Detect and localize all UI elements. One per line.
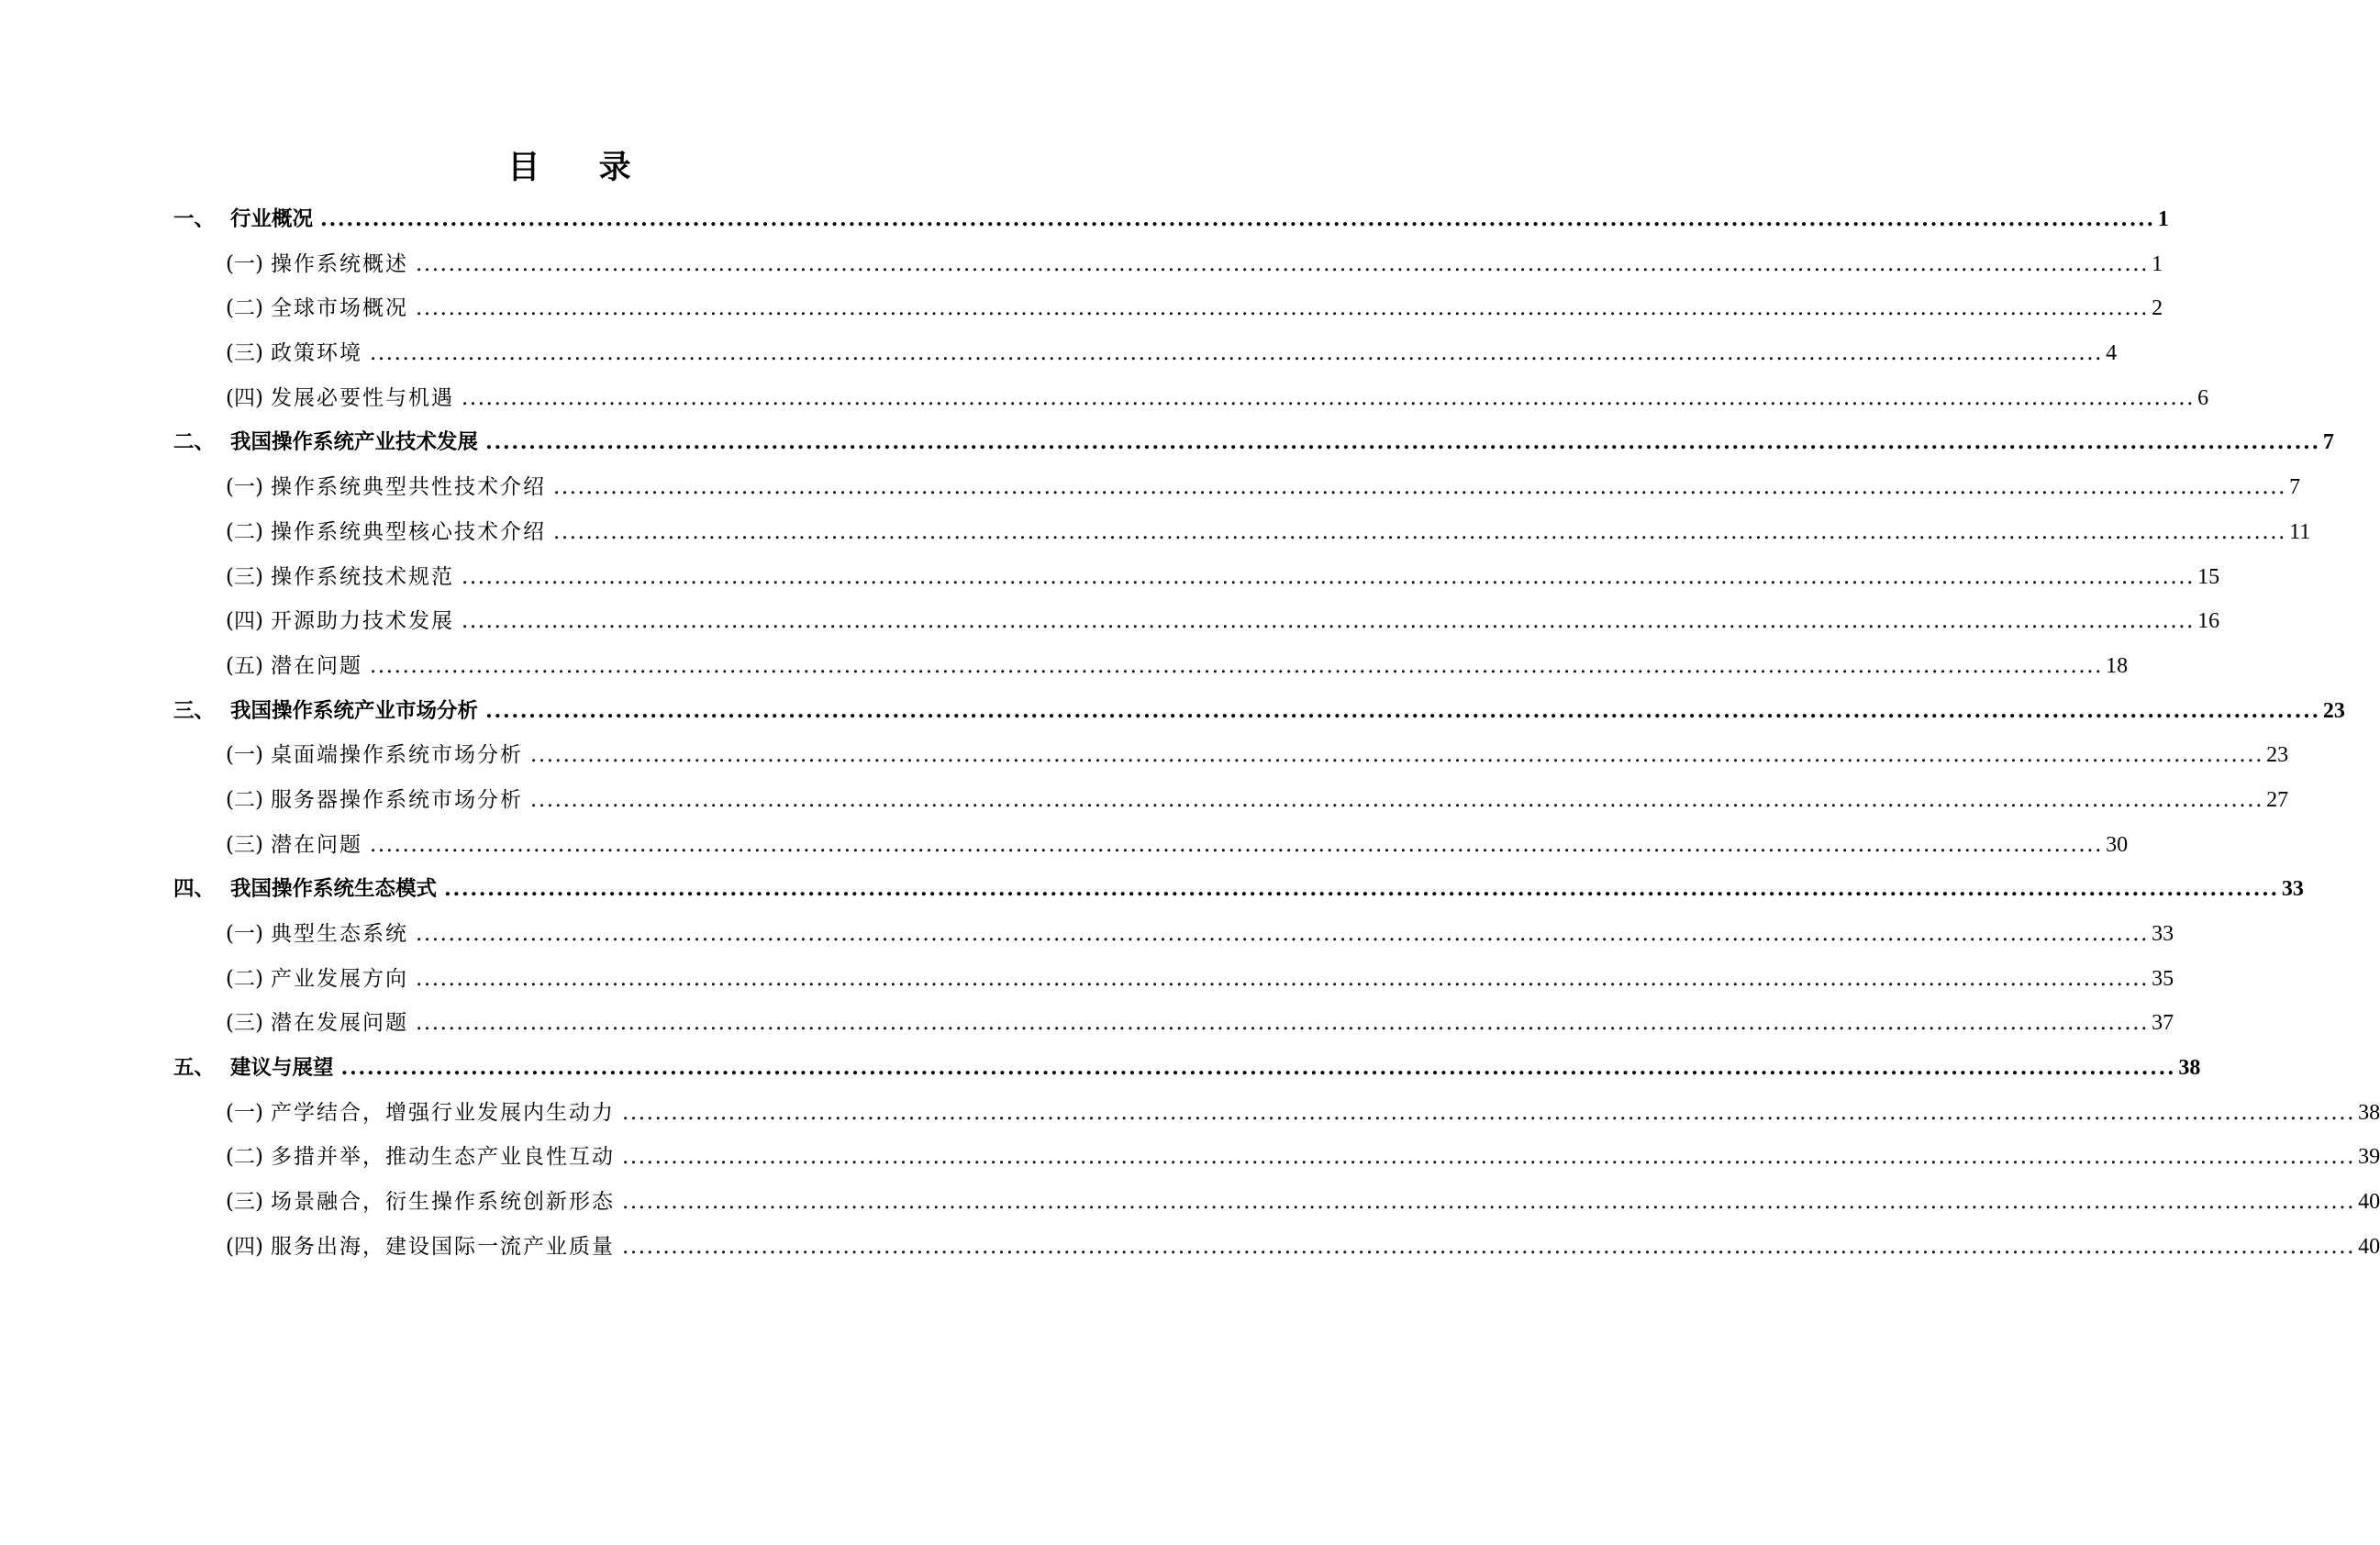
toc-label: 产业发展方向: [270, 966, 408, 991]
toc-page-number: 1: [2157, 207, 2169, 231]
toc-label: 政策环境: [270, 341, 362, 366]
toc-section-4-2[interactable]: [173, 957, 2174, 1002]
toc-label: 建议与展望: [230, 1056, 334, 1081]
toc-number: (二): [226, 519, 263, 544]
toc-page-number: 38: [2178, 1056, 2201, 1081]
toc-leader: ....................................................................................................................................................................................................................: [529, 743, 2264, 768]
toc-number: (一): [226, 251, 263, 276]
toc-section-5-1[interactable]: [173, 1091, 2380, 1136]
toc-leader: ....................................................................................................................................................................................................................: [369, 653, 2104, 678]
toc-leader: ....................................................................................................................................................................................................................: [552, 519, 2287, 544]
toc-label: 开源助力技术发展: [270, 609, 454, 634]
toc-number: (一): [226, 743, 263, 768]
toc-number: (二): [226, 966, 263, 991]
toc-section-2-5[interactable]: [173, 644, 2129, 689]
toc-chapter-3[interactable]: [173, 689, 2345, 734]
toc-number: (三): [226, 1190, 263, 1215]
toc-page-number: 4: [2106, 341, 2118, 366]
toc-label: 产学结合，增强行业发展内生动力: [270, 1100, 615, 1125]
toc-page-number: 38: [2358, 1100, 2380, 1125]
toc-leader: ....................................................................................................................................................................................................................: [320, 207, 2155, 231]
toc-label: 全球市场概况: [270, 296, 408, 321]
toc-leader: ....................................................................................................................................................................................................................: [621, 1190, 2356, 1215]
toc-section-2-1[interactable]: [173, 465, 2301, 510]
toc-label: 发展必要性与机遇: [270, 385, 454, 410]
toc-page-number: 30: [2106, 832, 2129, 857]
toc-section-2-3[interactable]: [173, 555, 2220, 600]
toc-section-4-3[interactable]: [173, 1001, 2174, 1046]
page-title: 目 录: [507, 150, 655, 186]
toc-label: 我国操作系统产业市场分析: [230, 698, 479, 723]
toc-leader: ....................................................................................................................................................................................................................: [621, 1145, 2356, 1170]
toc-number: 二、: [173, 430, 216, 455]
toc-page-number: 15: [2197, 564, 2220, 589]
toc-page-number: 7: [2289, 475, 2301, 500]
toc-leader: ....................................................................................................................................................................................................................: [415, 296, 2150, 321]
toc-leader: ....................................................................................................................................................................................................................: [369, 341, 2104, 366]
toc-label: 桌面端操作系统市场分析: [270, 743, 523, 768]
toc-page-number: 33: [2152, 922, 2174, 946]
toc-label: 潜在发展问题: [270, 1011, 408, 1036]
toc-number: (三): [226, 832, 263, 857]
toc-page-number: 35: [2152, 966, 2174, 991]
toc-leader: ....................................................................................................................................................................................................................: [415, 1011, 2150, 1036]
toc-section-3-3[interactable]: [173, 823, 2129, 868]
toc-leader: ....................................................................................................................................................................................................................: [621, 1234, 2356, 1259]
toc-leader: ....................................................................................................................................................................................................................: [369, 832, 2104, 857]
toc-section-2-4[interactable]: [173, 599, 2220, 644]
toc-label: 操作系统概述: [270, 251, 408, 276]
toc-chapter-5[interactable]: [173, 1046, 2201, 1091]
toc-section-1-1[interactable]: [173, 242, 2163, 287]
toc-page-number: 40: [2358, 1190, 2380, 1215]
toc-section-3-1[interactable]: [173, 733, 2289, 778]
toc-number: 四、: [173, 877, 216, 902]
toc-leader: ....................................................................................................................................................................................................................: [621, 1100, 2356, 1125]
toc-number: (一): [226, 475, 263, 500]
toc-page-number: 11: [2289, 519, 2311, 544]
toc-label: 多措并举，推动生态产业良性互动: [270, 1145, 615, 1170]
toc-number: (二): [226, 1145, 263, 1170]
toc-number: 一、: [173, 207, 216, 231]
toc-leader: ....................................................................................................................................................................................................................: [444, 877, 2279, 902]
toc-number: (一): [226, 922, 263, 946]
toc-page-number: 27: [2266, 787, 2289, 812]
toc-leader: ....................................................................................................................................................................................................................: [485, 698, 2320, 723]
toc-label: 我国操作系统生态模式: [230, 877, 438, 902]
toc-label: 我国操作系统产业技术发展: [230, 430, 479, 455]
toc-number: (四): [226, 1234, 263, 1259]
toc-section-1-4[interactable]: [173, 376, 2209, 421]
toc-page-number: 37: [2152, 1011, 2174, 1036]
toc-label: 操作系统典型共性技术介绍: [270, 475, 546, 500]
toc-section-1-3[interactable]: [173, 331, 2118, 376]
toc-label: 典型生态系统: [270, 922, 408, 946]
toc-number: (五): [226, 653, 263, 678]
toc-number: 五、: [173, 1056, 216, 1081]
toc-number: (一): [226, 1100, 263, 1125]
toc-page-number: 40: [2358, 1234, 2380, 1259]
toc-chapter-1[interactable]: [173, 197, 2169, 242]
toc-page-number: 16: [2197, 609, 2220, 634]
toc-label: 服务器操作系统市场分析: [270, 787, 523, 812]
toc-section-4-1[interactable]: [173, 912, 2174, 957]
toc-page-number: 23: [2266, 743, 2289, 768]
toc-section-5-2[interactable]: [173, 1135, 2380, 1180]
toc-page-number: 39: [2358, 1145, 2380, 1170]
toc-page-number: 6: [2197, 385, 2209, 410]
table-of-contents: [173, 197, 2380, 1270]
toc-number: (三): [226, 341, 263, 366]
toc-page-number: 18: [2106, 653, 2129, 678]
toc-number: (二): [226, 296, 263, 321]
toc-page-number: 2: [2152, 296, 2163, 321]
toc-section-1-2[interactable]: [173, 286, 2163, 331]
toc-leader: ....................................................................................................................................................................................................................: [415, 251, 2150, 276]
toc-number: (四): [226, 609, 263, 634]
toc-leader: ....................................................................................................................................................................................................................: [461, 609, 2196, 634]
toc-section-5-3[interactable]: [173, 1180, 2380, 1225]
toc-page-number: 23: [2322, 698, 2345, 723]
toc-label: 操作系统技术规范: [270, 564, 454, 589]
toc-leader: ....................................................................................................................................................................................................................: [461, 564, 2196, 589]
toc-leader: ....................................................................................................................................................................................................................: [340, 1056, 2176, 1081]
toc-leader: ....................................................................................................................................................................................................................: [461, 385, 2196, 410]
toc-label: 场景融合，衍生操作系统创新形态: [270, 1190, 615, 1215]
toc-leader: ....................................................................................................................................................................................................................: [485, 430, 2320, 455]
toc-chapter-2[interactable]: [173, 420, 2334, 465]
toc-label: 行业概况: [230, 207, 314, 231]
toc-section-3-2[interactable]: [173, 778, 2289, 823]
toc-chapter-4[interactable]: [173, 867, 2304, 912]
toc-label: 服务出海，建设国际一流产业质量: [270, 1234, 615, 1259]
toc-section-2-2[interactable]: [173, 510, 2311, 555]
toc-label: 潜在问题: [270, 832, 362, 857]
toc-number: (四): [226, 385, 263, 410]
toc-number: 三、: [173, 698, 216, 723]
toc-page-number: 7: [2322, 430, 2334, 455]
toc-label: 操作系统典型核心技术介绍: [270, 519, 546, 544]
toc-leader: ....................................................................................................................................................................................................................: [552, 475, 2287, 500]
toc-section-5-4[interactable]: [173, 1225, 2380, 1270]
toc-page-number: 1: [2152, 251, 2163, 276]
toc-leader: ....................................................................................................................................................................................................................: [529, 787, 2264, 812]
toc-leader: ....................................................................................................................................................................................................................: [415, 922, 2150, 946]
toc-number: (三): [226, 564, 263, 589]
toc-label: 潜在问题: [270, 653, 362, 678]
toc-leader: ....................................................................................................................................................................................................................: [415, 966, 2150, 991]
toc-page-number: 33: [2281, 877, 2304, 902]
toc-number: (二): [226, 787, 263, 812]
toc-number: (三): [226, 1011, 263, 1036]
